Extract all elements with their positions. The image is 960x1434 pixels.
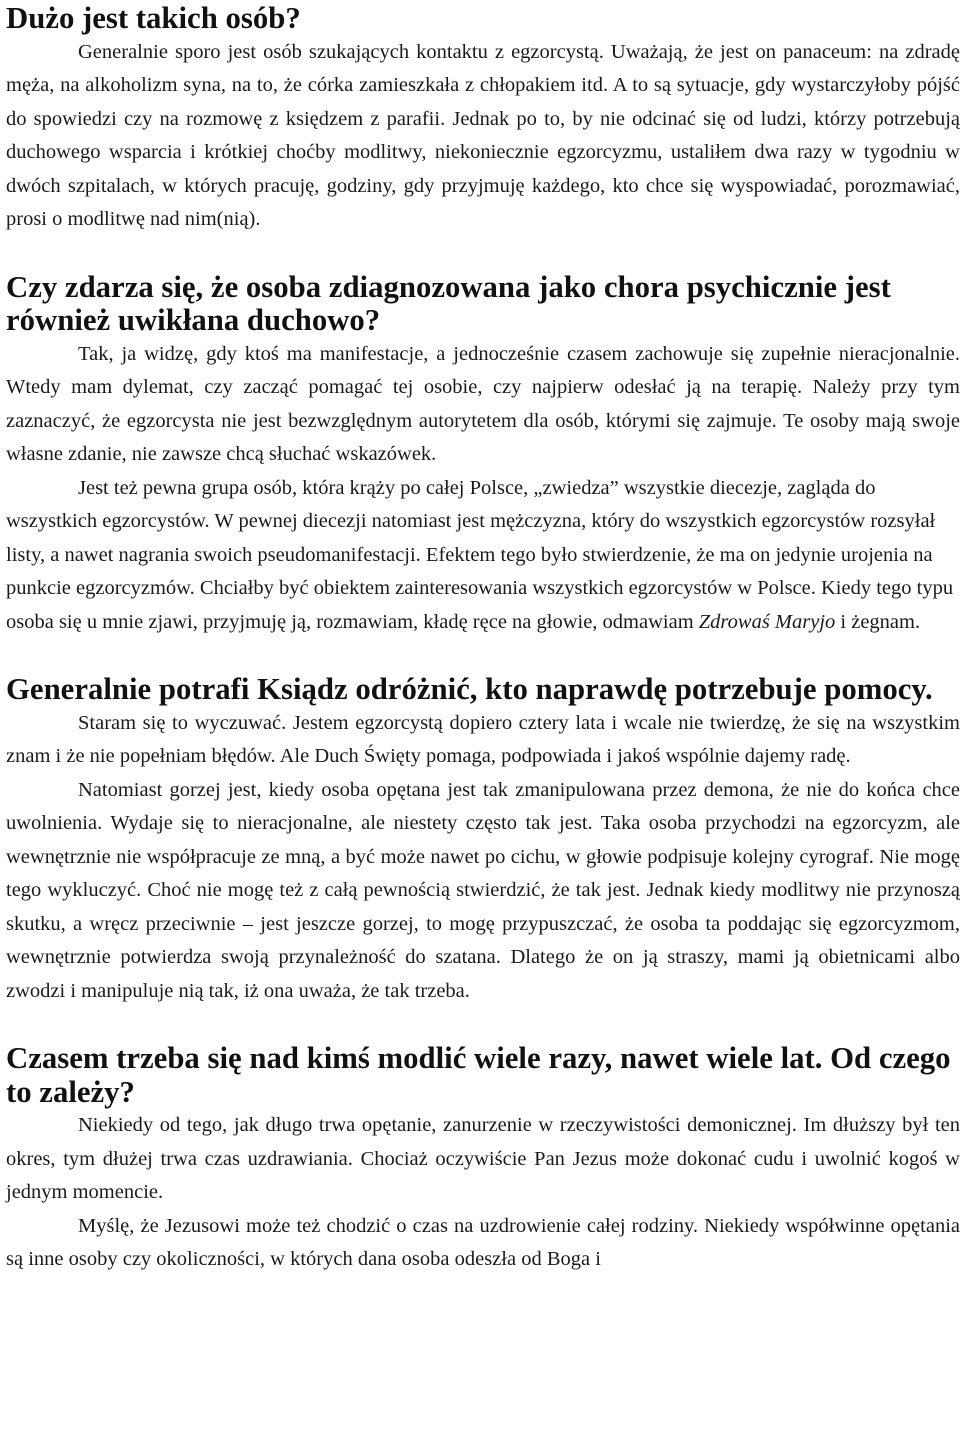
section-gap xyxy=(6,237,960,271)
section-gap xyxy=(6,639,960,673)
paragraph: Staram się to wyczuwać. Jestem egzorcystą dopiero cztery lata i wcale nie twierdzę, że się na wszystkim znam i że nie popełniam błędów. Ale Duch Święty pomaga, podpowiada i jakoś wspólnie dajemy radę. xyxy=(6,711,960,767)
document-page xyxy=(6,2,960,1277)
section-heading: Dużo jest takich osób? xyxy=(6,1,301,35)
prayer-title: Zdrowaś Maryjo xyxy=(698,610,836,633)
paragraph-text: Jest też pewna grupa osób, która krąży po całej Polsce, „zwiedza” wszystkie diecezje, zagląda do wszystkich egzorcystów. W pewnej diecezji natomiast jest mężczyzna, który do wszystkich egzorcystów rozsyłał listy, a nawet nagrania swoich pseudomanifestacji. Efektem tego było stwierdzenie, że ma on jedynie urojenia na punkcie egzorcyzmów. Chciałby być obiektem zainteresowania wszystkich egzorcystów w Polsce. Kiedy tego typu osoba się u mnie zjawi, przyjmuję ją, rozmawiam, kładę ręce na głowie, odmawiam xyxy=(6,476,954,633)
section-heading: Czasem trzeba się nad kimś modlić wiele razy, nawet wiele lat. Od czego to zależy? xyxy=(6,1041,951,1109)
paragraph: Tak, ja widzę, gdy ktoś ma manifestacje, a jednocześnie czasem zachowuje się zupełnie nieracjonalnie. Wtedy mam dylemat, czy zacząć pomagać tej osobie, czy najpierw odesłać ją na terapię. Należy przy tym zaznaczyć, że egzorcysta nie jest bezwzględnym autorytetem dla osób, którymi się zajmuje. Te osoby mają swoje własne zdanie, nie zawsze chcą słuchać wskazówek. xyxy=(6,342,960,465)
section-heading: Czy zdarza się, że osoba zdiagnozowana jako chora psychicznie jest również uwikłana duchowo? xyxy=(6,269,891,337)
paragraph-closing: i żegnam. xyxy=(835,610,921,633)
section-gap xyxy=(6,1008,960,1042)
paragraph: Generalnie sporo jest osób szukających kontaktu z egzorcystą. Uważają, że jest on panaceum: na zdradę męża, na alkoholizm syna, na to, że córka zamieszkała z chłopakiem itd. A to są sytuacje, gdy wystarczyłoby pójść do spowiedzi czy na rozmowę z księdzem z parafii. Jednak po to, by nie odcinać się od ludzi, którzy potrzebują duchowego wsparcia i krótkiej choćby modlitwy, niekoniecznie egzorcyzmu, ustaliłem dwa razy w tygodniu w dwóch szpitalach, w których pracuję, godziny, gdy przyjmuję każdego, kto chce się wyspowiadać, porozmawiać, prosi o modlitwę nad nim(nią). xyxy=(6,40,960,230)
paragraph: Niekiedy od tego, jak długo trwa opętanie, zanurzenie w rzeczywistości demonicznej. Im dłuższy był ten okres, tym dłużej trwa czas uzdrawiania. Chociaż oczywiście Pan Jezus może dokonać cudu i uwolnić kogoś w jednym momencie. xyxy=(6,1114,960,1203)
paragraph xyxy=(6,472,960,640)
paragraph: Natomiast gorzej jest, kiedy osoba opętana jest tak zmanipulowana przez demona, że nie do końca chce uwolnienia. Wydaje się to nieracjonalne, ale niestety często tak jest. Taka osoba przychodzi na egzorcyzm, ale wewnętrznie nie współpracuje ze mną, a być może nawet po cichu, w głowie podpisuje kolejny cyrograf. Nie mogę tego wykluczyć. Choć nie mogę też z całą pewnością stwierdzić, że tak jest. Jednak kiedy modlitwy nie przynoszą skutku, a wręcz przeciwnie – jest jeszcze gorzej, to mogę przypuszczać, że osoba ta poddając się egzorcyzmom, wewnętrznie potwierdza swoją przynależność do szatana. Dlatego że on ją straszy, mami ją obietnicami albo zwodzi i manipuluje nią tak, iż ona uważa, że tak trzeba. xyxy=(6,778,960,1002)
paragraph: Myślę, że Jezusowi może też chodzić o czas na uzdrowienie całej rodziny. Niekiedy współwinne opętania są inne osoby czy okoliczności, w których dana osoba odeszła od Boga i xyxy=(6,1214,960,1270)
section-heading: Generalnie potrafi Ksiądz odróżnić, kto naprawdę potrzebuje pomocy. xyxy=(6,672,933,706)
